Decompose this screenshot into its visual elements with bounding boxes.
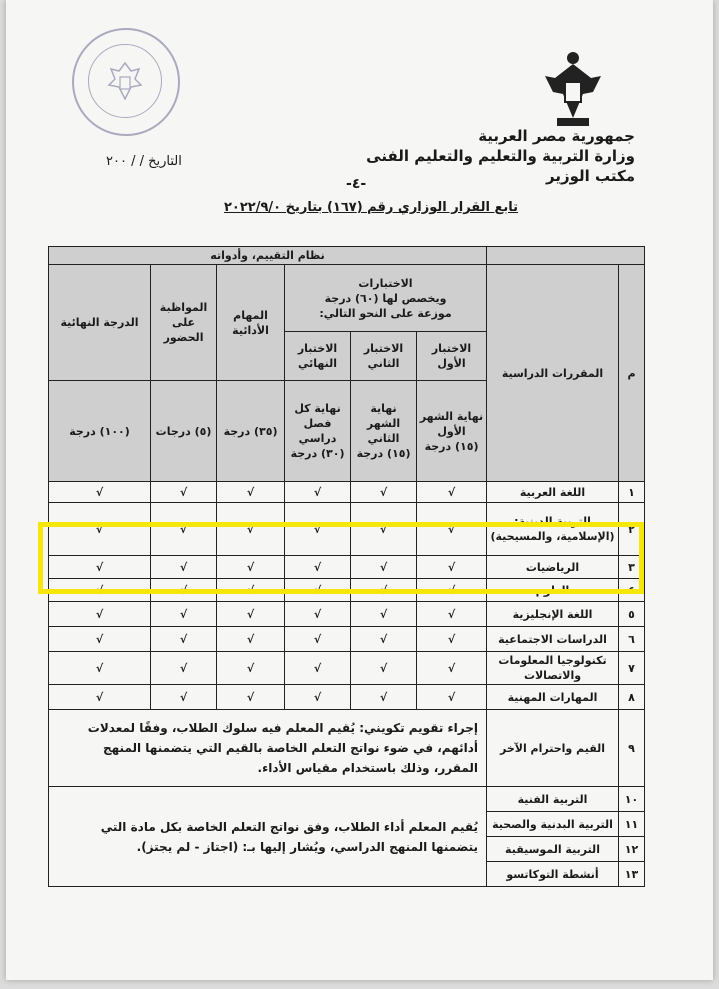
check-mark: √ — [151, 579, 217, 602]
check-mark: √ — [217, 627, 285, 652]
exam2-header: الاختبار الثاني — [351, 332, 417, 381]
check-mark: √ — [49, 685, 151, 710]
final-score: (١٠٠) درجة — [49, 381, 151, 482]
check-mark: √ — [285, 627, 351, 652]
row-number: ١٢ — [619, 837, 645, 862]
check-mark: √ — [217, 482, 285, 503]
check-mark: √ — [351, 685, 417, 710]
row-number: ١٠ — [619, 787, 645, 812]
check-mark: √ — [217, 579, 285, 602]
check-mark: √ — [417, 652, 487, 685]
check-mark: √ — [217, 602, 285, 627]
check-mark: √ — [151, 503, 217, 556]
subject-name: التربية البدنية والصحية — [487, 812, 619, 837]
check-mark: √ — [151, 556, 217, 579]
check-mark: √ — [417, 602, 487, 627]
check-mark: √ — [49, 652, 151, 685]
check-mark: √ — [49, 503, 151, 556]
check-mark: √ — [217, 556, 285, 579]
check-mark: √ — [285, 652, 351, 685]
subject-name: الدراسات الاجتماعية — [487, 627, 619, 652]
page-number: -٤- — [346, 176, 367, 192]
country-name: جمهورية مصر العربية — [478, 127, 635, 145]
table-row — [49, 627, 645, 652]
check-mark: √ — [151, 685, 217, 710]
check-mark: √ — [217, 652, 285, 685]
index-header: م — [619, 265, 645, 482]
subject-name: الرياضيات — [487, 556, 619, 579]
row-number: ١١ — [619, 812, 645, 837]
check-mark: √ — [351, 556, 417, 579]
subject-name: العلوم — [487, 579, 619, 602]
subject-name: التربية الدينية: (الإسلامية، والمسيحية) — [487, 503, 619, 556]
check-mark: √ — [285, 579, 351, 602]
tasks-header: المهام الأدائية — [217, 265, 285, 381]
row-number: ١ — [619, 482, 645, 503]
check-mark: √ — [49, 556, 151, 579]
check-mark: √ — [351, 602, 417, 627]
office-name: مكتب الوزير — [545, 167, 635, 185]
date-line: التاريخ / / ٢٠٠ — [106, 154, 182, 169]
table-row — [49, 685, 645, 710]
check-mark: √ — [217, 685, 285, 710]
row-number: ٥ — [619, 602, 645, 627]
check-mark: √ — [285, 503, 351, 556]
check-mark: √ — [351, 482, 417, 503]
check-mark: √ — [351, 579, 417, 602]
decree-reference: تابع القرار الوزاري رقم (١٦٧) بتاريخ ٢٠٢٢/٩/٠ — [224, 200, 519, 215]
check-mark: √ — [285, 556, 351, 579]
exam3-header: الاختبار النهائي — [285, 332, 351, 381]
check-mark: √ — [351, 652, 417, 685]
subject-name: القيم واحترام الآخر — [487, 710, 619, 787]
subject-name: اللغة الإنجليزية — [487, 602, 619, 627]
check-mark: √ — [285, 602, 351, 627]
exam3-desc: نهاية كل فصل دراسي (٣٠) درجة — [285, 381, 351, 482]
ministry-name: وزارة التربية والتعليم والتعليم الفنى — [366, 147, 635, 165]
subject-rows — [49, 482, 645, 710]
check-mark: √ — [351, 503, 417, 556]
document-page — [6, 0, 713, 980]
check-mark: √ — [151, 602, 217, 627]
subject-name: اللغة العربية — [487, 482, 619, 503]
check-mark: √ — [417, 627, 487, 652]
ministry-seal-stamp — [72, 28, 180, 136]
subjects-header: المقررات الدراسية — [487, 265, 619, 482]
subject-name: التربية الموسيقية — [487, 837, 619, 862]
check-mark: √ — [151, 482, 217, 503]
row-number: ٩ — [619, 710, 645, 787]
exams-header: الاختبارات ويخصص لها (٦٠) درجة موزعة على النحو التالي: — [285, 265, 487, 332]
row-number: ٨ — [619, 685, 645, 710]
table-row — [49, 602, 645, 627]
check-mark: √ — [285, 685, 351, 710]
check-mark: √ — [217, 503, 285, 556]
check-mark: √ — [151, 627, 217, 652]
check-mark: √ — [417, 503, 487, 556]
exam2-desc: نهاية الشهر الثاني (١٥) درجة — [351, 381, 417, 482]
attendance-score: (٥) درجات — [151, 381, 217, 482]
egypt-eagle-emblem-icon — [543, 48, 603, 128]
subject-name: أنشطة التوكاتسو — [487, 862, 619, 887]
check-mark: √ — [151, 652, 217, 685]
check-mark: √ — [285, 482, 351, 503]
exam1-header: الاختبار الأول — [417, 332, 487, 381]
table-row — [49, 652, 645, 685]
row-number: ١٣ — [619, 862, 645, 887]
check-mark: √ — [49, 579, 151, 602]
subject-name: تكنولوجيا المعلومات والاتصالات — [487, 652, 619, 685]
row-number: ٣ — [619, 556, 645, 579]
ministry-header — [366, 126, 635, 186]
subject-name: المهارات المهنية — [487, 685, 619, 710]
row-number: ٤ — [619, 579, 645, 602]
final-header: الدرجة النهائية — [49, 265, 151, 381]
table-row — [49, 482, 645, 503]
values-assessment-text: إجراء تقويم تكويني: يُقيم المعلم فيه سلوك الطلاب، وفقًا لمعدلات أدائهم، في ضوء نواتج التعلم الخاصة بالقيم التي يتضمنها المنهج المقرر، وذلك باستخدام مقياس الأداء. — [49, 710, 487, 787]
activities-assessment-text: يُقيم المعلم أداء الطلاب، وفق نواتج التعلم الخاصة بكل مادة التي يتضمنها المنهج الدراسي، ويُشار إليها بـ: (اجتاز - لم يجتز). — [49, 787, 487, 887]
exam1-desc: نهاية الشهر الأول (١٥) درجة — [417, 381, 487, 482]
check-mark: √ — [417, 556, 487, 579]
check-mark: √ — [49, 602, 151, 627]
tasks-score: (٣٥) درجة — [217, 381, 285, 482]
table-title: نظام التقييم، وأدواته — [49, 247, 487, 265]
check-mark: √ — [49, 482, 151, 503]
check-mark: √ — [417, 685, 487, 710]
row-number: ٧ — [619, 652, 645, 685]
check-mark: √ — [351, 627, 417, 652]
seal-eagle-icon — [88, 44, 162, 118]
subject-name: التربية الفنية — [487, 787, 619, 812]
row-number: ٢ — [619, 503, 645, 556]
attendance-header: المواظبة على الحضور — [151, 265, 217, 381]
check-mark: √ — [49, 627, 151, 652]
row-number: ٦ — [619, 627, 645, 652]
check-mark: √ — [417, 579, 487, 602]
check-mark: √ — [417, 482, 487, 503]
yellow-highlight-box — [38, 522, 644, 594]
